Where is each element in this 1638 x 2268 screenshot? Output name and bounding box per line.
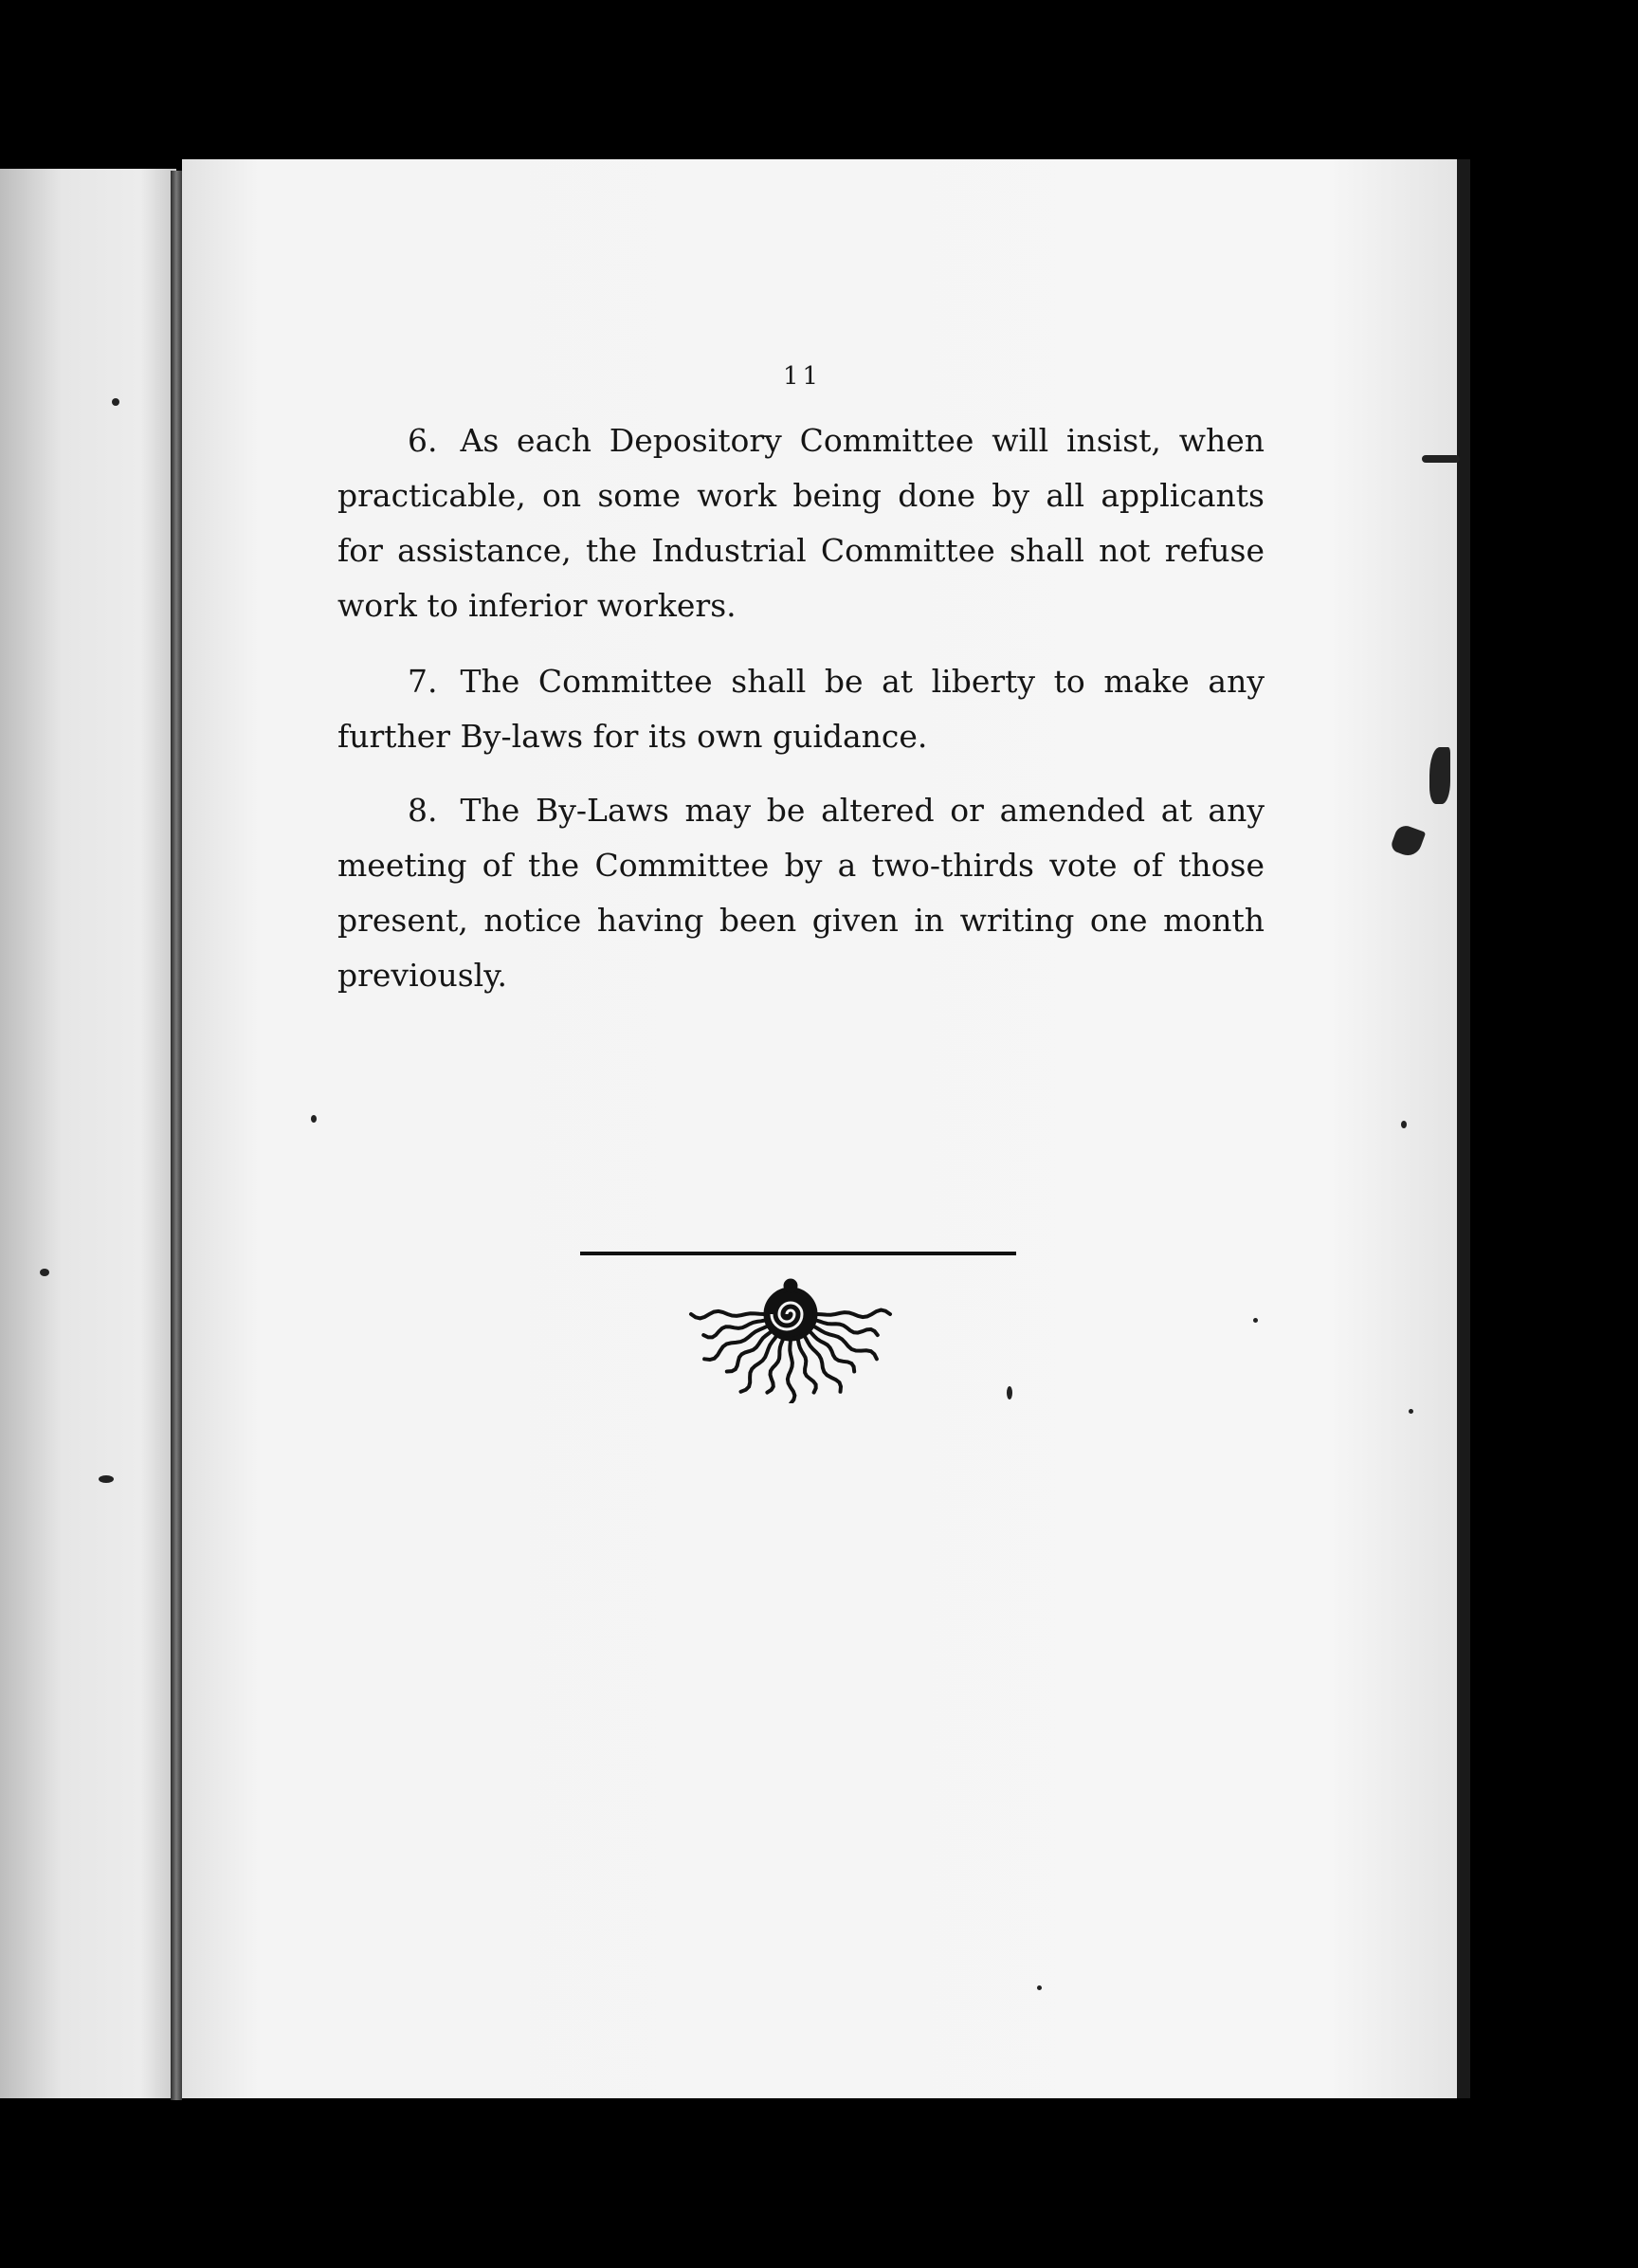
sun-ray	[817, 1310, 890, 1318]
left-page-edge	[0, 169, 176, 2098]
bylaw-paragraph-8	[337, 783, 1265, 1003]
paragraph-text: The By-Laws may be altered or amended at any meeting of the Committee by a two-thirds vote of those present, notice having been given in writing one month previously.	[337, 792, 1265, 994]
paper-speck	[1422, 455, 1460, 463]
paragraph-number: 8.	[408, 792, 438, 829]
sun-ray	[691, 1311, 764, 1319]
paragraph-number: 7.	[408, 663, 438, 700]
paper-speck	[99, 1475, 114, 1483]
paper-speck	[40, 1269, 49, 1276]
sun-ray	[788, 1338, 795, 1403]
paper-speck	[1037, 1985, 1042, 1990]
paper-speck	[1253, 1318, 1258, 1323]
paper-speck	[112, 398, 119, 406]
paper-speck	[1007, 1386, 1012, 1399]
paper-speck	[1409, 1409, 1413, 1414]
paper-speck	[311, 1115, 317, 1123]
book-gutter	[171, 171, 182, 2100]
sun-ornament-icon	[658, 1252, 942, 1403]
page-number: 11	[783, 362, 823, 391]
paragraph-text: As each Depository Committee will insist, when practicable, on some work being done by all applicants for assistance, the Industrial Committee shall not refuse work to inferior workers.	[337, 422, 1265, 624]
sun-ray	[703, 1321, 765, 1338]
bylaw-paragraph-7	[337, 654, 1265, 764]
bylaw-paragraph-6	[337, 413, 1265, 633]
paragraph-number: 6.	[408, 422, 438, 459]
paragraph-text: The Committee shall be at liberty to make any further By-laws for its own guidance.	[337, 663, 1265, 755]
paper-speck	[1401, 1121, 1407, 1128]
ink-blot	[1429, 747, 1450, 804]
sun-ray	[797, 1337, 816, 1392]
